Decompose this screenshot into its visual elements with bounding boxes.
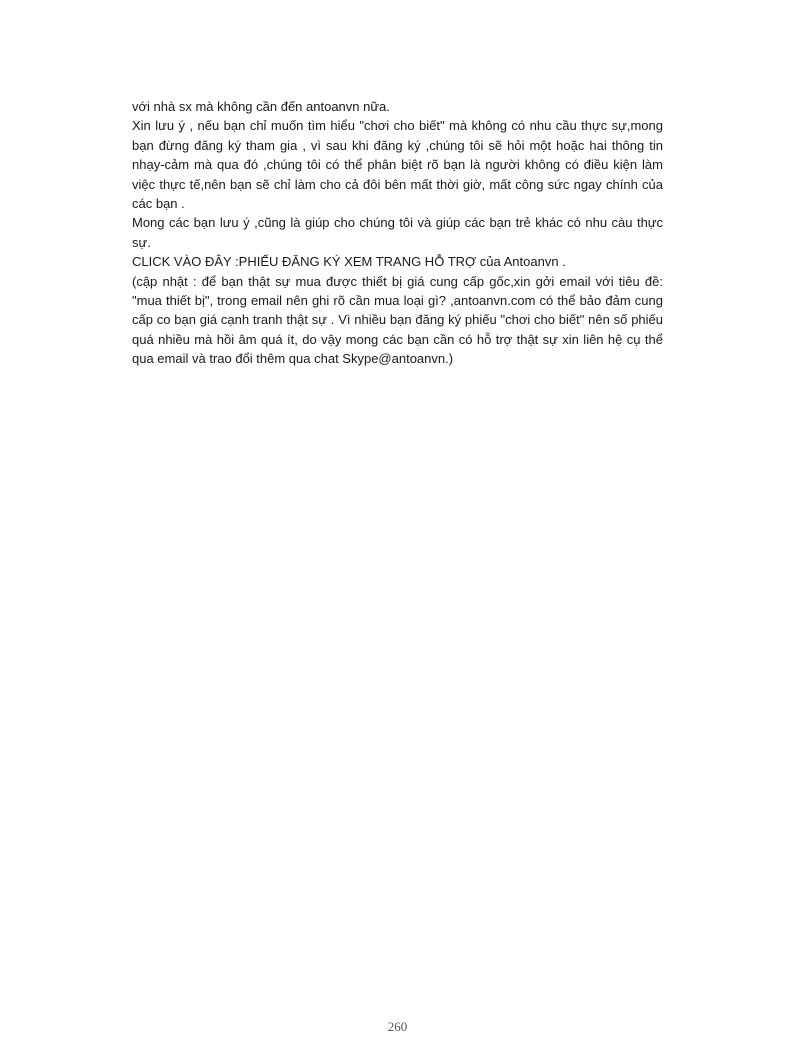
paragraph-request: Mong các bạn lưu ý ,cũng là giúp cho chúng tôi và giúp các bạn trẻ khác có nhu càu thực sự. (132, 215, 663, 250)
paragraph-update: (cập nhật : để bạn thật sự mua được thiết bị giá cung cấp gốc,xin gởi email với tiêu đề: "mua thiết bị", trong email nên ghi rõ cần mua loại gì? ,antoanvn.com có thể bảo đảm cung cấp co bạn giá cạnh tranh thật sự . Vì nhiều bạn đăng ký phiếu "chơi cho biết" nên số phiếu quá nhiều mà hồi âm quá ít, do vậy mong các bạn cần có hỗ trợ thật sự xin liên hệ cụ thể qua email và trao đổi thêm qua chat Skype@antoanvn.) (132, 273, 663, 367)
paragraph-continuation: với nhà sx mà không cần đến antoanvn nữa. (132, 99, 390, 114)
page-number: 260 (387, 1019, 408, 1034)
paragraph-click-here: CLICK VÀO ĐÂY :PHIẾU ĐĂNG KÝ XEM TRANG HỖ TRỢ của Antoanvn . (132, 254, 566, 270)
body-text (132, 97, 663, 369)
paragraph-notice: Xin lưu ý , nếu bạn chỉ muốn tìm hiểu "chơi cho biết" mà không có nhu cầu thực sự,mong bạn đừng đăng ký tham gia , vì sau khi đăng ký ,chúng tôi sẽ hỏi một hoặc hai thông tin nhạy-cảm mà qua đó ,chúng tôi có thể phân biệt rõ bạn là người không có điều kiện làm việc thực tế,nên bạn sẽ chỉ làm cho cả đôi bên mất thời giờ, mất công sức ngay chính của các bạn . (132, 118, 663, 212)
